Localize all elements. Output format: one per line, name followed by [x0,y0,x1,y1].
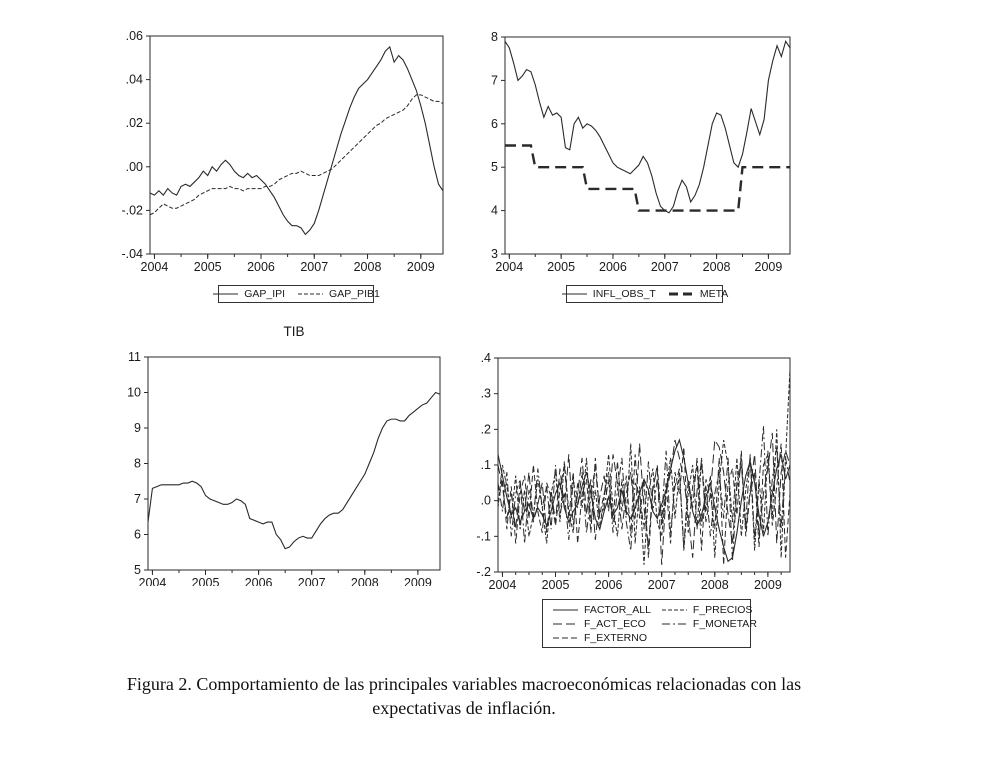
y-tick-label: .00 [125,159,143,174]
y-tick-label: 4 [491,203,498,218]
x-tick-label: 2009 [753,578,782,590]
plot-box [150,36,443,254]
legend-line-sample-solid [561,291,588,297]
y-tick-label: 7 [491,73,498,88]
y-tick-label: 3 [491,247,498,261]
y-tick-label: .0 [480,493,491,508]
series-line-META [505,146,790,211]
chart-factors-panel [458,330,803,595]
x-tick-label: 2006 [247,260,275,273]
legend-line-sample-solid [212,291,239,297]
legend-entry-INFL_OBS_T [561,288,656,300]
legend-label-F_EXTERNO: F_EXTERNO [584,631,648,644]
chart-tib-panel [108,320,453,591]
legend-entry-F_EXTERNO [552,632,651,644]
y-tick-label: 10 [127,385,141,400]
legend-line-sample-dash [661,607,688,613]
chart-title: TIB [283,324,305,339]
y-tick-label: .2 [480,422,491,437]
chart-inflation-panel [460,25,805,278]
legend-line-sample-dashdot [661,621,688,627]
x-tick-label: 2009 [406,260,435,273]
y-tick-label: .04 [125,72,143,87]
legend-entry-F_PRECIOS [661,604,757,616]
legend-entry-F_ACT_ECO [552,618,651,630]
legend-factors [542,599,757,648]
plot-box [505,37,790,254]
plot-box [498,358,790,572]
series-line-F_ACT_ECO [498,433,790,565]
x-tick-label: 2006 [244,576,273,586]
legend-label-F_MONETAR: F_MONETAR [692,617,757,630]
y-tick-label: 5 [134,563,141,577]
x-tick-label: 2007 [300,260,329,273]
x-tick-label: 2007 [650,260,679,273]
y-tick-label: .06 [125,29,143,43]
legend-entry-GAP_PIB1 [297,288,380,300]
legend-label-FACTOR_ALL: FACTOR_ALL [584,603,651,616]
legend-label-INFL_OBS_T: INFL_OBS_T [592,288,656,300]
legend-line-sample-longdash [552,621,579,627]
chart-gap-panel [110,25,455,278]
x-tick-label: 2004 [138,576,167,586]
series-line-F_MONETAR [498,426,790,562]
y-tick-label: 11 [128,350,141,364]
x-tick-label: 2008 [702,260,731,273]
legend-entry-FACTOR_ALL [552,604,651,616]
legend-line-sample-solid [552,607,579,613]
y-tick-label: .3 [480,386,491,401]
chart-inflation-svg [460,25,805,273]
legend-line-sample-bolddash [668,291,695,297]
y-tick-label: .1 [480,458,491,472]
y-tick-label: 5 [491,160,498,175]
x-tick-label: 2008 [353,260,382,273]
x-tick-label: 2007 [647,578,676,590]
x-tick-label: 2005 [193,260,222,273]
caption-line-1: Figura 2. Comportamiento de las principales variables macroeconómicas relacionadas con las [126,674,802,694]
series-line-GAP_PIB1 [150,95,443,215]
caption-line-2: expectativas de inflación. [372,698,556,718]
x-tick-label: 2009 [403,576,432,586]
x-tick-label: 2007 [297,576,326,586]
x-tick-label: 2004 [495,260,524,273]
x-tick-label: 2005 [547,260,576,273]
y-tick-label: 6 [134,527,141,542]
x-tick-label: 2009 [754,260,783,273]
legend-entry-F_MONETAR [661,618,757,630]
legend-inflation [566,285,729,303]
plot-box [148,357,440,570]
chart-factors-svg [458,330,803,590]
x-tick-label: 2006 [594,578,623,590]
y-tick-label: 6 [491,116,498,131]
legend-line-sample-dash [297,291,324,297]
legend-line-sample-meddash [552,635,579,641]
legend-label-META: META [699,288,729,300]
legend-entry-GAP_IPI [212,288,285,300]
y-tick-label: -.1 [476,529,491,544]
figure-caption [0,672,928,720]
legend-label-GAP_IPI: GAP_IPI [244,288,286,300]
x-tick-label: 2008 [700,578,729,590]
chart-gap-svg [110,25,455,273]
legend-gap [218,285,380,303]
y-tick-label: -.04 [121,247,143,261]
y-tick-label: .02 [125,116,143,131]
y-tick-label: .4 [480,351,491,365]
y-tick-label: -.02 [121,203,143,218]
y-tick-label: 8 [491,30,498,44]
x-tick-label: 2004 [140,260,169,273]
legend-label-F_ACT_ECO: F_ACT_ECO [584,617,646,630]
legend-entry-META [668,288,728,300]
chart-tib-svg [108,320,453,586]
series-line-GAP_IPI [150,47,443,234]
y-tick-label: 7 [134,492,141,506]
series-line-INFL_OBS_T [505,41,790,212]
x-tick-label: 2005 [191,576,220,586]
series-line-TIB [148,393,440,549]
x-tick-label: 2004 [488,578,517,590]
legend-label-GAP_PIB1: GAP_PIB1 [329,288,380,300]
y-tick-label: -.2 [476,565,491,579]
x-tick-label: 2005 [541,578,570,590]
legend-label-F_PRECIOS: F_PRECIOS [692,603,753,616]
y-tick-label: 8 [134,456,141,471]
x-tick-label: 2006 [599,260,627,273]
x-tick-label: 2008 [350,576,379,586]
y-tick-label: 9 [134,421,141,435]
